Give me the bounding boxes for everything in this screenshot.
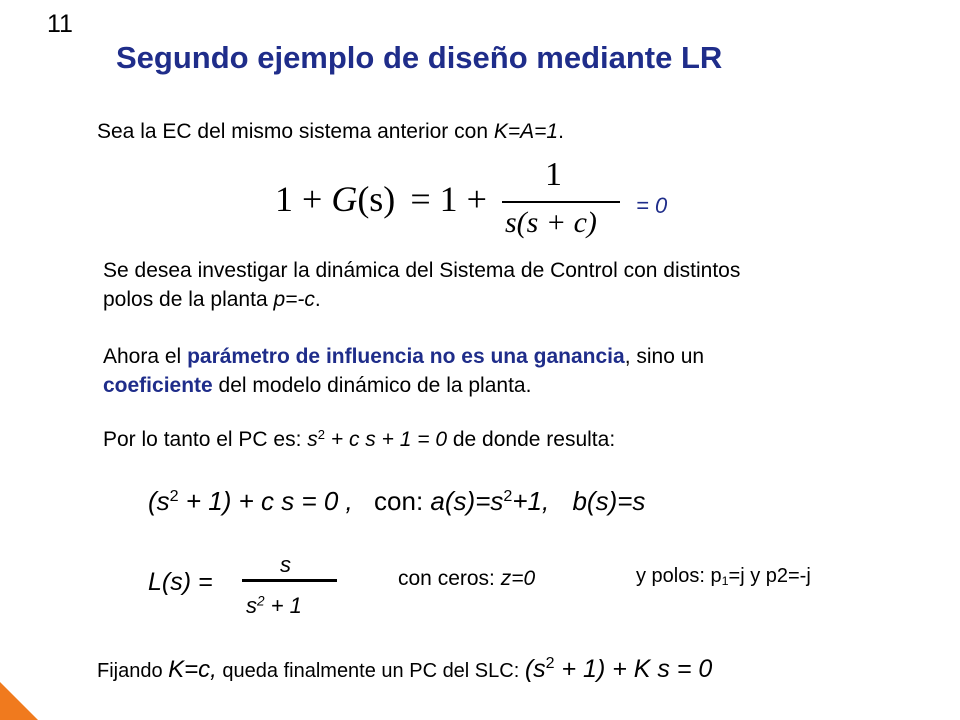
eq1-equals: = [410, 179, 431, 219]
eq1-sarg: (s) [357, 179, 396, 219]
inf-a: Ahora el [103, 345, 188, 368]
poles-a: y polos: p [636, 565, 722, 587]
pc-c: de donde resulta: [447, 428, 616, 451]
eq2-f: b(s)=s [572, 486, 646, 516]
eq2-b: + 1) + c s = 0 , [178, 486, 353, 516]
poles-b: =j y p2=-j [728, 565, 811, 587]
eq2-d: a(s)=s [430, 486, 504, 516]
zeros-a: con ceros: [398, 567, 501, 590]
eq2-c: con: [374, 486, 424, 516]
eq1-numerator: 1 [545, 156, 562, 193]
dyn-a: polos de la planta [103, 288, 274, 311]
para-influence [103, 342, 704, 400]
inf-e: del modelo dinámico de la planta. [212, 374, 532, 397]
final-a: Fijando [97, 660, 169, 682]
intro-italic: K=A=1 [493, 120, 559, 143]
equation-split [148, 486, 645, 517]
poles-sub: 1 [721, 574, 729, 589]
final-exp: 2 [545, 655, 555, 673]
eq1-G: G [331, 179, 358, 219]
eq1-denominator: s(s + c) [505, 206, 597, 239]
tf-poles [636, 565, 811, 588]
slide-number: 11 [47, 10, 73, 38]
tf-den-b: + 1 [264, 593, 302, 618]
eq1-one: 1 [275, 179, 293, 219]
eq1-plus: + [302, 179, 323, 219]
tf-lhs: L(s) = [148, 568, 213, 596]
orange-corner-accent [0, 682, 38, 720]
intro-text [97, 117, 564, 146]
para-pc [103, 425, 615, 454]
final-c: queda finalmente un PC del SLC: [216, 660, 525, 682]
intro-lead: Sea la EC del mismo sistema anterior con [97, 120, 494, 143]
final-statement [97, 655, 712, 684]
slide-title: Segundo ejemplo de diseño mediante LR [116, 40, 723, 75]
eq1-rhs-one: 1 [439, 179, 458, 219]
eq2-e: +1, [512, 486, 550, 516]
pc-a: Por lo tanto el PC es: [103, 428, 308, 451]
para-influence-line1 [103, 342, 704, 371]
para-dynamics-line1: Se desea investigar la dinámica del Sistema de Control con distintos [103, 259, 741, 282]
eq2-exp2: 2 [503, 487, 513, 506]
zeros-b: z=0 [500, 567, 536, 590]
final-e: + 1) + K s = 0 [554, 655, 713, 683]
inf-b: parámetro de influencia no es una ganancia [187, 345, 625, 368]
dyn-c: . [314, 288, 321, 311]
tf-zeros [398, 567, 535, 591]
eq2-a: (s [148, 486, 170, 516]
final-d: (s [524, 655, 546, 683]
para-dynamics [103, 256, 740, 314]
final-b: K=c, [168, 656, 217, 683]
dyn-b: p=-c [273, 288, 315, 311]
eq1-tail: = 0 [636, 193, 668, 218]
inf-c: , sino un [624, 345, 705, 368]
tf-denominator [246, 593, 302, 619]
pc-s: s [307, 428, 318, 451]
eq2-exp1: 2 [169, 487, 179, 506]
tf-den-exp: 2 [257, 593, 265, 609]
inf-d: coeficiente [103, 374, 213, 397]
para-dynamics-line2 [103, 285, 740, 314]
tf-numerator: s [280, 552, 291, 577]
eq1-fraction-bar [502, 201, 620, 203]
para-influence-line2 [103, 371, 704, 400]
pc-exp: 2 [317, 426, 326, 442]
pc-b: + c s + 1 = 0 [325, 428, 448, 451]
tf-fraction-bar [242, 579, 337, 582]
eq1-lhs [275, 178, 487, 220]
tf-den-a: s [246, 593, 257, 618]
intro-end: . [558, 120, 564, 143]
eq1-plus2: + [466, 179, 487, 219]
